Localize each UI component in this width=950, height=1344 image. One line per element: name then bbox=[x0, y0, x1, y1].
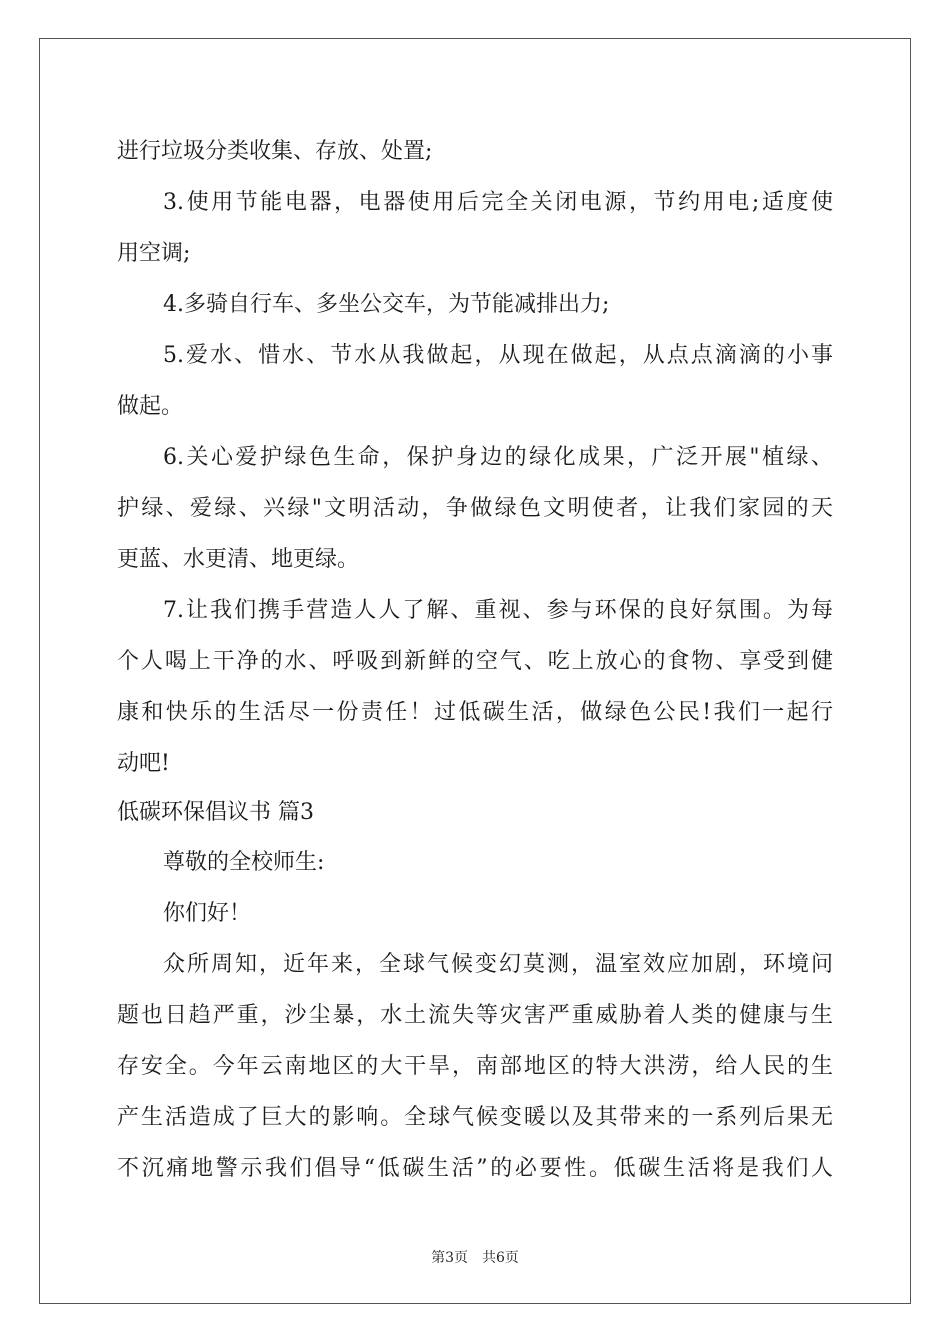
total-pages-label: 共6页 bbox=[482, 1250, 519, 1266]
text-line: 尊敬的全校师生: bbox=[163, 850, 325, 875]
text-line: 众所周知，近年来，全球气候变幻莫测，温室效应加剧，环境问 bbox=[163, 952, 833, 977]
text-line: 不沉痛地警示我们倡导“低碳生活”的必要性。低碳生活将是我们人 bbox=[117, 1156, 833, 1181]
text-line: 个人喝上干净的水、呼吸到新鲜的空气、吃上放心的食物、享受到健 bbox=[117, 649, 833, 674]
text-line: 做起。 bbox=[117, 394, 184, 419]
text-line: 7.让我们携手营造人人了解、重视、参与环保的良好氛围。为每 bbox=[163, 598, 833, 623]
text-line: 你们好！ bbox=[163, 901, 252, 926]
text-line: 4.多骑自行车、多坐公交车，为节能减排出力; bbox=[163, 292, 610, 317]
text-line: 6.关心爱护绿色生命，保护身边的绿化成果，广泛开展"植绿、 bbox=[163, 445, 833, 470]
text-line: 用空调; bbox=[117, 241, 191, 266]
text-line: 动吧! bbox=[117, 751, 170, 776]
text-line: 康和快乐的生活尽一份责任！过低碳生活，做绿色公民!我们一起行 bbox=[117, 700, 833, 725]
current-page-label: 第3页 bbox=[431, 1250, 468, 1266]
page-footer bbox=[0, 1247, 950, 1267]
section-heading: 低碳环保倡议书 篇3 bbox=[117, 800, 314, 825]
text-line: 更蓝、水更清、地更绿。 bbox=[117, 547, 360, 572]
text-line: 5.爱水、惜水、节水从我做起，从现在做起，从点点滴滴的小事 bbox=[163, 343, 833, 368]
text-line: 护绿、爱绿、兴绿"文明活动，争做绿色文明使者，让我们家园的天 bbox=[117, 496, 833, 521]
text-line: 题也日趋严重，沙尘暴，水土流失等灾害严重威胁着人类的健康与生 bbox=[117, 1003, 833, 1028]
text-line: 进行垃圾分类收集、存放、处置; bbox=[117, 139, 433, 164]
text-line: 产生活造成了巨大的影响。全球气候变暖以及其带来的一系列后果无 bbox=[117, 1105, 833, 1130]
text-line: 存安全。今年云南地区的大干旱，南部地区的特大洪涝，给人民的生 bbox=[117, 1054, 833, 1079]
document-body bbox=[117, 126, 833, 1194]
text-line: 3.使用节能电器，电器使用后完全关闭电源，节约用电;适度使 bbox=[163, 190, 833, 215]
